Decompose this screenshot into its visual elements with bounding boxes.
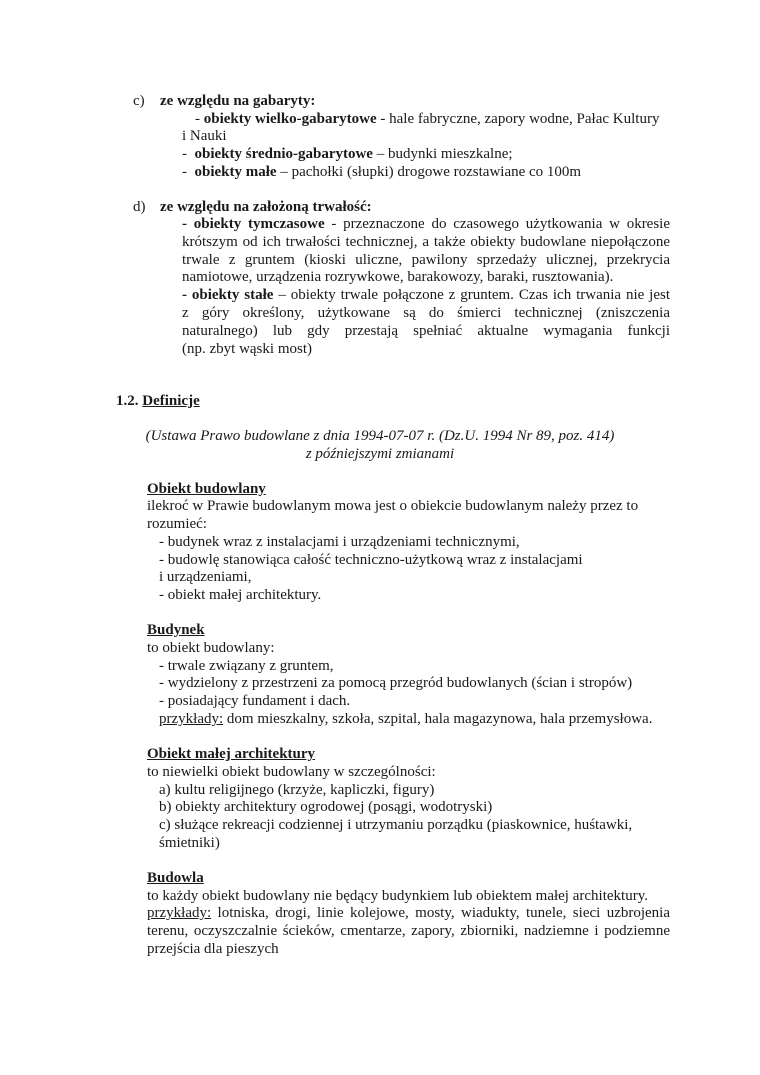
definition-list-item: a) kultu religijnego (krzyże, kapliczki, figury) [159, 782, 435, 798]
citation-line1: (Ustawa Prawo budowlane z dnia 1994-07-07 r. (Dz.U. 1994 Nr 89, poz. 414) [145, 428, 615, 444]
definition-list-item-cont: i urządzeniami, [159, 569, 252, 585]
definition-text: ilekroć w Prawie budowlanym mowa jest o obiekcie budowlanym należy przez to [147, 498, 639, 514]
definition-list-item: - obiekt małej architektury. [159, 587, 322, 603]
definition-examples: przykłady: dom mieszkalny, szkoła, szpital, hala magazynowa, hala przemysłowa. [159, 711, 653, 727]
definition-examples: przykłady: lotniska, drogi, linie kolejowe, mosty, wiadukty, tunele, sieci uzbrojenia [147, 905, 670, 921]
list-marker-c: c) [133, 93, 145, 109]
definition-list-item-cont: śmietniki) [159, 835, 220, 851]
list-item-medium-objects: - obiekty średnio-gabarytowe – budynki mieszkalne; [182, 146, 513, 162]
permanent-objects-line4: (np. zbyt wąski most) [182, 341, 312, 357]
definition-list-item: - posiadający fundament i dach. [159, 693, 351, 709]
section-heading: 1.2. Definicje [116, 393, 200, 409]
heading-durability: ze względu na założoną trwałość: [160, 199, 372, 215]
definition-text: to obiekt budowlany: [147, 640, 275, 656]
permanent-objects-line2: z góry określony, użytkowane są do śmierci technicznej (zniszczenia [182, 305, 670, 321]
definition-title-structure: Budowla [147, 870, 204, 886]
list-item-large-objects-cont: i Nauki [182, 128, 227, 144]
definition-text: to każdy obiekt budowlany nie będący budynkiem lub obiektem małej architektury. [147, 888, 648, 904]
list-item-large-objects: - obiekty wielko-gabarytowe - hale fabryczne, zapory wodne, Pałac Kultury [195, 111, 660, 127]
heading-dimensions: ze względu na gabaryty: [160, 93, 316, 109]
temporary-objects-line2: krótszym od ich trwałości technicznej, a także obiekty budowlane niepołączone [182, 234, 670, 250]
temporary-objects-line3: trwale z gruntem (kioski uliczne, pawilony sprzedaży ulicznej, przekrycia [182, 252, 670, 268]
temporary-objects-line4: namiotowe, urządzenia rozrywkowe, barakowozy, baraki, rusztowania). [182, 269, 614, 285]
list-item-small-objects: - obiekty małe – pachołki (słupki) drogowe rozstawiane co 100m [182, 164, 582, 180]
definition-text: to niewielki obiekt budowlany w szczególności: [147, 764, 436, 780]
definition-text: przejścia dla pieszych [147, 941, 279, 957]
definition-text: rozumieć: [147, 516, 207, 532]
definition-title-building: Budynek [147, 622, 205, 638]
citation-line2: z późniejszymi zmianami [305, 446, 455, 462]
temporary-objects-line1: - obiekty tymczasowe - przeznaczone do czasowego użytkowania w okresie [182, 216, 671, 232]
definition-title-small-architecture: Obiekt małej architektury [147, 746, 316, 762]
list-marker-d: d) [133, 199, 146, 215]
definition-list-item: b) obiekty architektury ogrodowej (posągi, wodotryski) [159, 799, 493, 815]
definition-list-item: c) służące rekreacji codziennej i utrzymaniu porządku (piaskownice, huśtawki, [159, 817, 633, 833]
definition-list-item: - wydzielony z przestrzeni za pomocą przegród budowlanych (ścian i stropów) [159, 675, 633, 691]
permanent-objects-line3: naturalnego) lub gdy przestają spełniać aktualne wymagania funkcji [182, 323, 670, 339]
definition-list-item: - budowlę stanowiąca całość techniczno-użytkową wraz z instalacjami [159, 552, 583, 568]
definition-text: terenu, oczyszczalnie ścieków, cmentarze, zapory, zbiorniki, nadziemne i podziemne [147, 923, 670, 939]
definition-list-item: - budynek wraz z instalacjami i urządzeniami technicznymi, [159, 534, 520, 550]
definition-list-item: - trwale związany z gruntem, [159, 658, 334, 674]
definition-title-building-object: Obiekt budowlany [147, 481, 266, 497]
permanent-objects-line1: - obiekty stałe – obiekty trwale połączone z gruntem. Czas ich trwania nie jest [182, 287, 670, 303]
